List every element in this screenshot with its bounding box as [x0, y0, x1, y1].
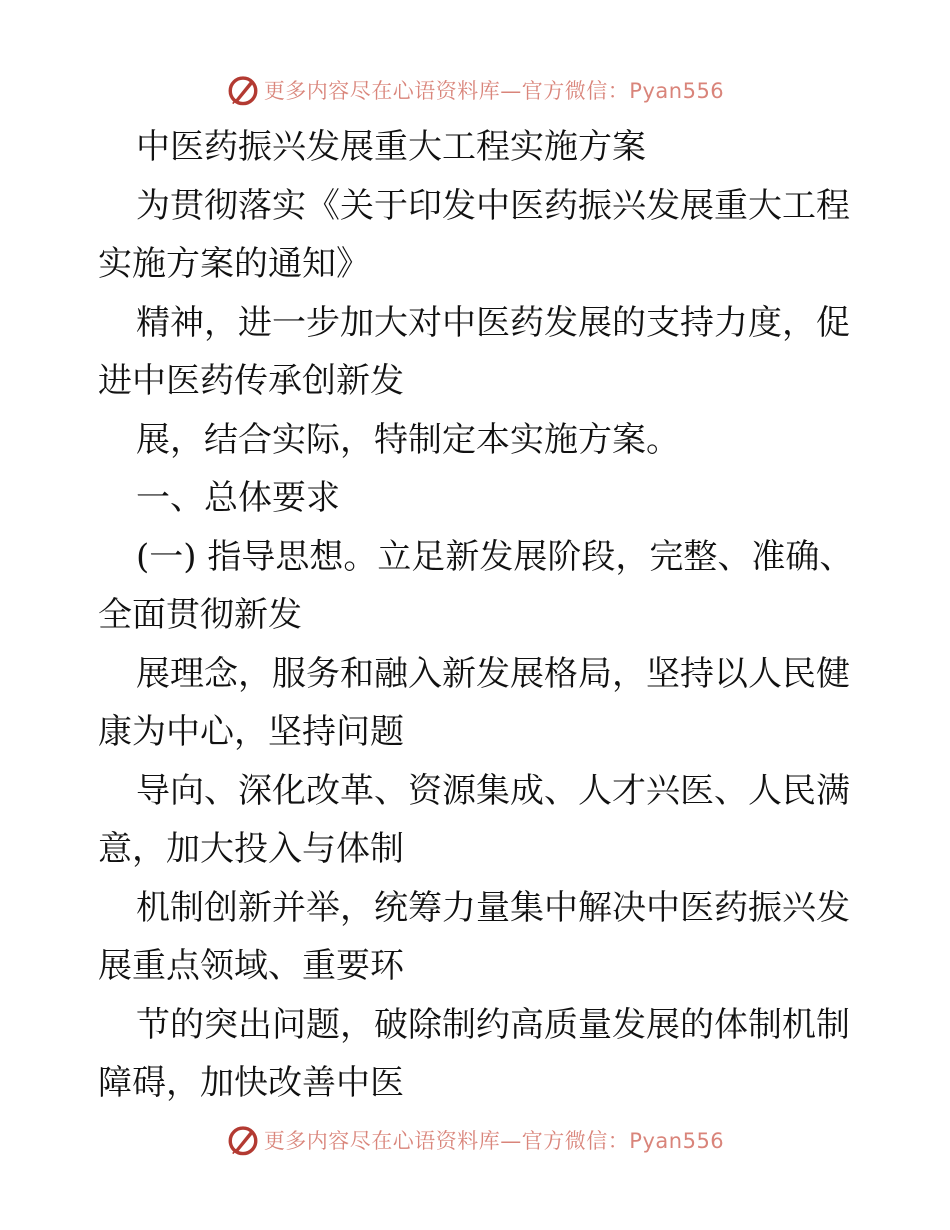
paragraph-line: 节的突出问题，破除制约高质量发展的体制机制	[136, 1004, 850, 1045]
section-heading: 一、总体要求	[136, 478, 340, 518]
paragraph-line: 导向、深化改革、资源集成、人才兴医、人民满	[136, 770, 850, 811]
watermark-text: 更多内容尽在心语资料库—官方微信：Pyan556	[263, 79, 725, 103]
paragraph-line: 进中医药传承创新发	[98, 361, 404, 401]
paragraph-line: 精神，进一步加大对中医药发展的支持力度，促	[136, 302, 850, 343]
paragraph-line: (一) 指导思想。立足新发展阶段，完整、准确、	[136, 536, 853, 577]
paragraph-line: 实施方案的通知》	[98, 244, 370, 284]
paragraph-line: 展理念，服务和融入新发展格局，坚持以人民健	[136, 653, 850, 694]
paragraph-line: 障碍，加快改善中医	[98, 1063, 404, 1103]
paragraph-line: 意，加大投入与体制	[98, 829, 404, 869]
paragraph-line: 机制创新并举，统筹力量集中解决中医药振兴发	[136, 887, 850, 928]
watermark-banner-top	[0, 70, 950, 110]
quill-circle-icon	[226, 73, 260, 107]
paragraph-line: 康为中心，坚持问题	[98, 712, 404, 752]
document-body	[98, 118, 853, 1113]
paragraph-line: 展，结合实际，特制定本实施方案。	[136, 419, 680, 460]
doc-title: 中医药振兴发展重大工程实施方案	[136, 127, 646, 167]
paragraph-line: 全面贯彻新发	[98, 595, 302, 635]
paragraph-line: 为贯彻落实《关于印发中医药振兴发展重大工程	[136, 185, 850, 226]
watermark-text: 更多内容尽在心语资料库—官方微信：Pyan556	[263, 1129, 725, 1153]
paragraph-line: 展重点领域、重要环	[98, 946, 404, 986]
quill-circle-icon	[226, 1123, 260, 1157]
watermark-banner-bottom	[0, 1120, 950, 1160]
